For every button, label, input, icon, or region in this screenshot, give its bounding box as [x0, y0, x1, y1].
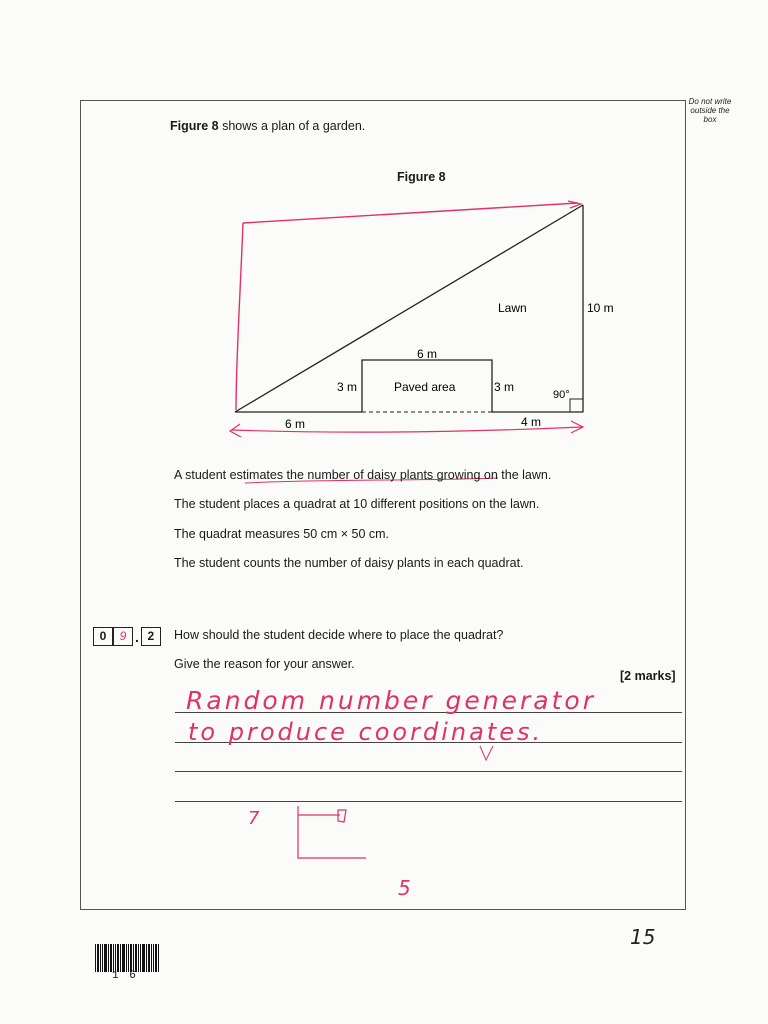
margin-note: Do not write outside the box: [688, 97, 732, 124]
handwritten-page-total: 15: [630, 925, 656, 949]
red-pen-caret: [480, 746, 493, 760]
question-number-box: 2: [141, 627, 161, 646]
label-bottom-left: 6 m: [285, 417, 306, 431]
paragraph-2: The student places a quadrat at 10 different positions on the lawn.: [174, 497, 540, 511]
question-text: How should the student decide where to place the quadrat?: [174, 628, 504, 642]
marks-label: [2 marks]: [620, 669, 676, 683]
barcode-digits: 1 6: [112, 970, 138, 982]
label-paved-left: 3 m: [337, 380, 358, 394]
figure-reference: Figure 8: [170, 119, 219, 133]
handwritten-mark-seven: 7: [248, 808, 260, 829]
right-angle-marker: [570, 399, 583, 412]
question-subtext: Give the reason for your answer.: [174, 657, 355, 671]
question-number: [93, 627, 161, 646]
handwritten-mark-five: 5: [398, 876, 411, 900]
question-number-box: 0: [93, 627, 113, 646]
label-angle: 90°: [553, 389, 570, 401]
figure-title: Figure 8: [397, 170, 446, 184]
question-number-dot: .: [135, 628, 139, 645]
red-pen-mark-bracket: [298, 806, 366, 858]
label-paved-name: Paved area: [394, 380, 456, 394]
paragraph-3: The quadrat measures 50 cm × 50 cm.: [174, 527, 390, 541]
paragraph-4: The student counts the number of daisy plants in each quadrat.: [174, 556, 524, 570]
handwritten-answer-line-2: to produce coordinates.: [188, 718, 544, 746]
barcode: [95, 942, 160, 972]
handwritten-answer-line-1: Random number generator: [186, 686, 596, 715]
paragraph-1: A student estimates the number of daisy plants growing on the lawn.: [174, 468, 552, 482]
label-paved-right: 3 m: [494, 380, 515, 394]
label-bottom-right: 4 m: [521, 415, 542, 429]
intro-text: shows a plan of a garden.: [218, 119, 366, 133]
label-right-side: 10 m: [587, 301, 614, 315]
answer-line: [175, 801, 682, 802]
question-number-box: 9: [113, 627, 133, 646]
answer-line: [175, 771, 682, 772]
label-paved-top: 6 m: [417, 347, 438, 361]
label-lawn: Lawn: [498, 301, 527, 315]
red-pen-rectangle: [236, 203, 578, 410]
